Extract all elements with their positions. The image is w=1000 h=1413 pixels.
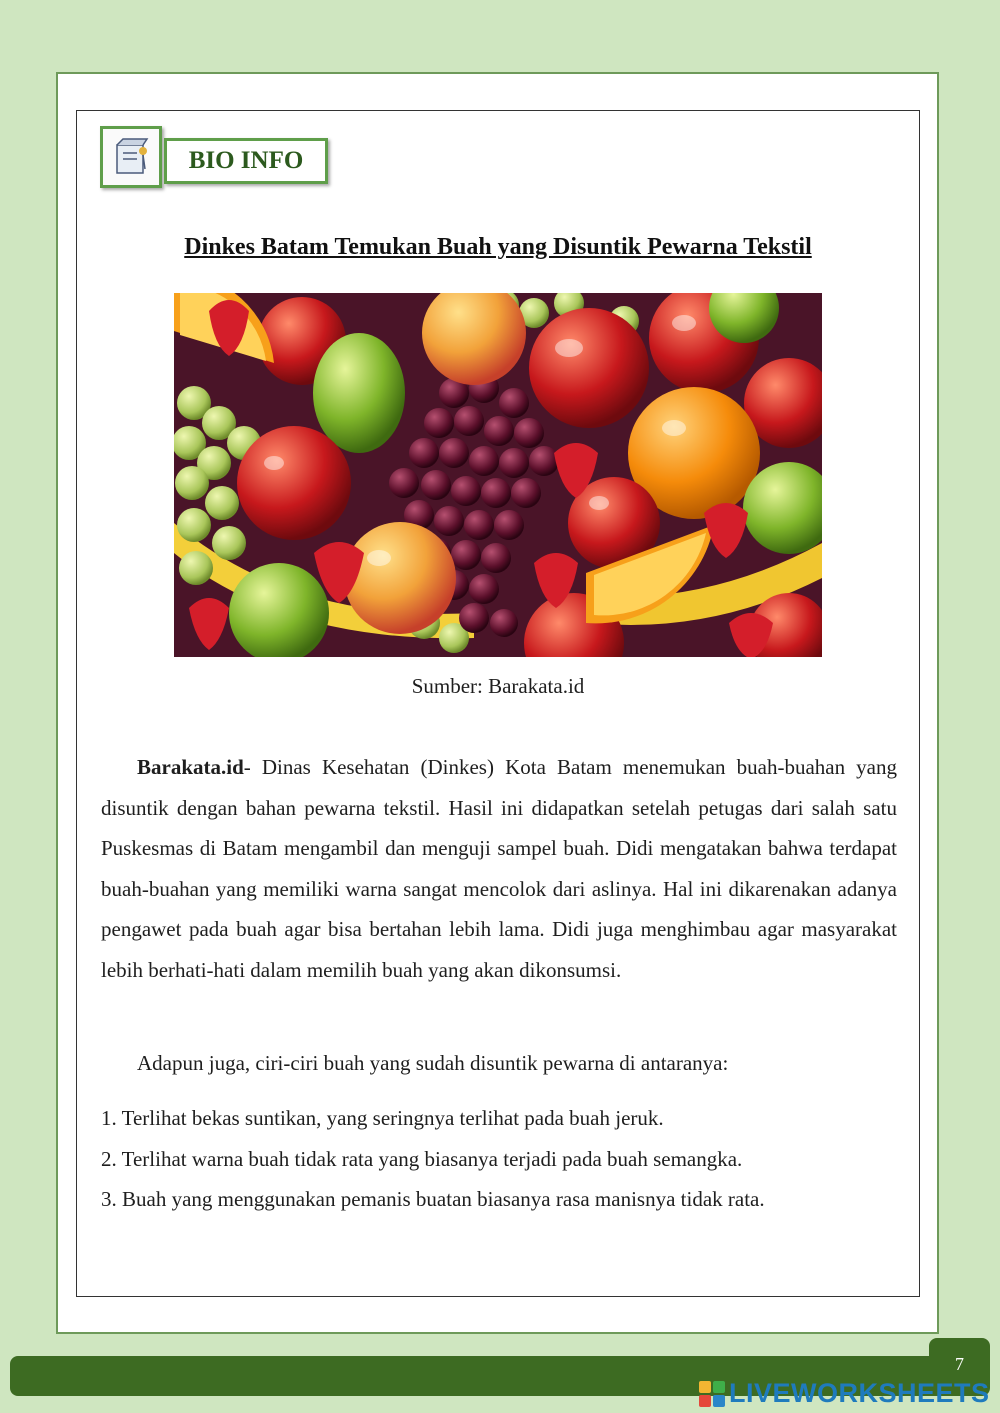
lead-source: Barakata.id (137, 755, 244, 779)
characteristics-list (101, 1098, 897, 1220)
page-number: 7 (955, 1354, 964, 1374)
paragraph-1-text: - Dinas Kesehatan (Dinkes) Kota Batam menemukan buah-buahan yang disuntik dengan bahan pewarna tekstil. Hasil ini didapatkan setelah petugas dari salah satu Puskesmas di Batam mengambil dan menguji sampel buah. Didi mengatakan bahwa terdapat buah-buahan yang memiliki warna sangat mencolok dari aslinya. Hal ini dikarenakan adanya pengawet pada buah agar bisa bertahan lebih lama. Didi juga menghimbau agar masyarakat lebih berhati-hati dalam memilih buah yang akan dikonsumsi. (101, 755, 897, 982)
article-paragraph-2: Adapun juga, ciri-ciri buah yang sudah disuntik pewarna di antaranya: (137, 1051, 729, 1075)
liveworksheets-watermark (699, 1378, 990, 1409)
list-item: 3. Buah yang menggunakan pemanis buatan biasanya rasa manisnya tidak rata. (101, 1187, 765, 1212)
article-title: Dinkes Batam Temukan Buah yang Disuntik Pewarna Tekstil (184, 234, 812, 260)
fruit-photo (174, 293, 822, 657)
liveworksheets-logo-icon (699, 1381, 725, 1407)
article-paragraph-1 (101, 747, 897, 991)
image-caption: Sumber: Barakata.id (411, 674, 585, 698)
bio-info-label: BIO INFO (188, 147, 304, 174)
list-item: 1. Terlihat bekas suntikan, yang seringnya terlihat pada buah jeruk. (101, 1106, 664, 1130)
list-item: 2. Terlihat warna buah tidak rata yang biasanya terjadi pada buah semangka. (101, 1146, 743, 1171)
bio-info-badge (164, 138, 328, 184)
graduation-book-icon (100, 126, 162, 188)
watermark-text: LIVEWORKSHEETS (729, 1378, 990, 1408)
